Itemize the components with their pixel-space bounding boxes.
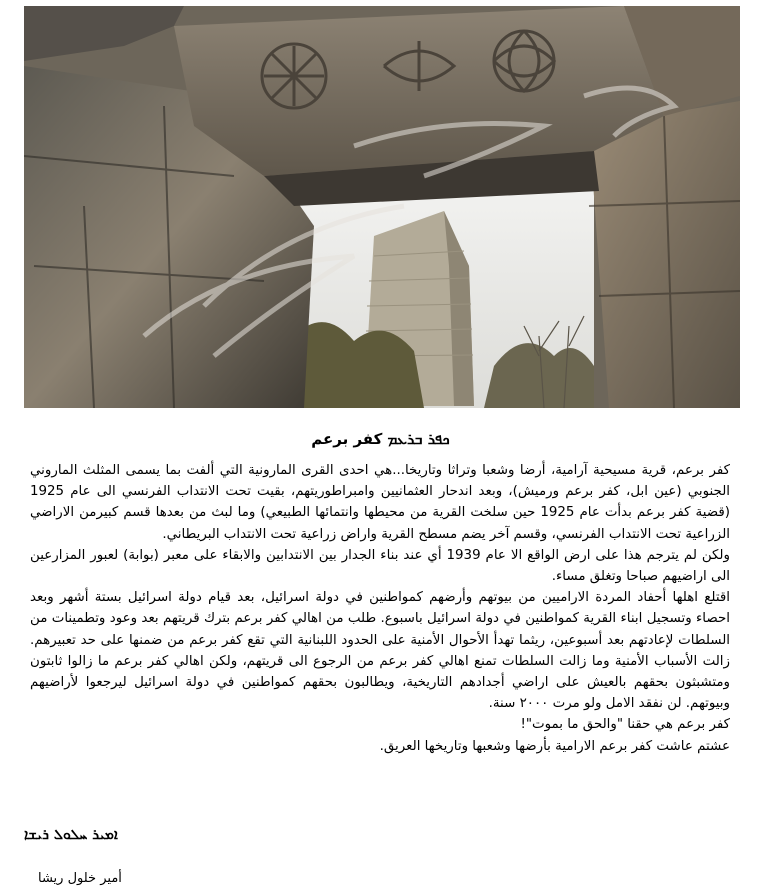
paragraph-4: كفر برعم هي حقنا "والحق ما بموت"! bbox=[520, 717, 730, 733]
village-photo bbox=[24, 6, 740, 408]
signature-arabic: أمير خلول ريشا bbox=[38, 871, 122, 886]
signature-syriac: ܐܡܝܪ ܚܠܘܠ ܪܝܫܐ bbox=[24, 827, 118, 843]
paragraph-3: اقتلع اهلها أحفاد المردة الاراميين من بيوتهم وأرضهم كمواطنين في دولة اسرائيل، بعد قيام دولة اسرائيل بستة أشهر وبعد احصاء وتسجيل ابناء القرية كمواطنين في دولة اسرائيل باسبوع. طلب من اهالي كفر برعم بترك قريتهم بعد وعود وتطمينات من السلطات لإعادتهم بعد أسبوعين، ريثما تهدأ الأحوال الأمنية على الحدود اللبنانية التي تقع كفر برعم من ضمنها على حد تعبيرهم. زالت الأسباب الأمنية وما زالت السلطات تمنع اهالي كفر برعم من الرجوع الى قريتهم، ولكن اهالي كفر برعم ما زالوا ثابتون ومتشبثون بحقهم بالعيش على اراضي أجدادهم التاريخية، ويطالبون بحقهم كمواطنين في دولة اسرائيل ليرجعوا لأراضيهم وبيوتهم. لن نفقد الامل ولو مرت ٢٠٠٠ سنة. bbox=[30, 590, 730, 712]
paragraph-1: كفر برعم، قرية مسيحية آرامية، أرضا وشعبا وتراثا وتاريخا...هي احدى القرى المارونية التي ألفت بما يسمى المثلث الماروني الجنوبي (عين ابل، كفر برعم ورميش)، وبعد اندحار العثمانيين وامبراطوريتهم، بقيت تحت الانتداب الفرنسي الى عام 1925 (قضية كفر برعم بدأت عام 1925 حين سلخت القرية من محيطها وانتمائها الطبيعي) وما لبث من بعدها قسم كبيرمن الاراضي الزراعية تحت الانتداب الفرنسي، وقسم آخر يضم مسطح القرية واراض زراعية تحت الانتداب البريطاني. bbox=[30, 463, 730, 542]
article-body bbox=[30, 460, 730, 757]
article-title: ܟܦܪ ܒܪܥܡ كفر برعم bbox=[311, 430, 450, 448]
paragraph-2: ولكن لم يترجم هذا على ارض الواقع الا عام 1939 أي عند بناء الجدار بين الانتدابين والابقاء على معبر (بوابة) لعبور المزارعين الى اراضيهم صباحا وتغلق مساء. bbox=[30, 547, 730, 585]
paragraph-5: عشتم عاشت كفر برعم الارامية بأرضها وشعبها وتاريخها العريق. bbox=[379, 738, 730, 754]
